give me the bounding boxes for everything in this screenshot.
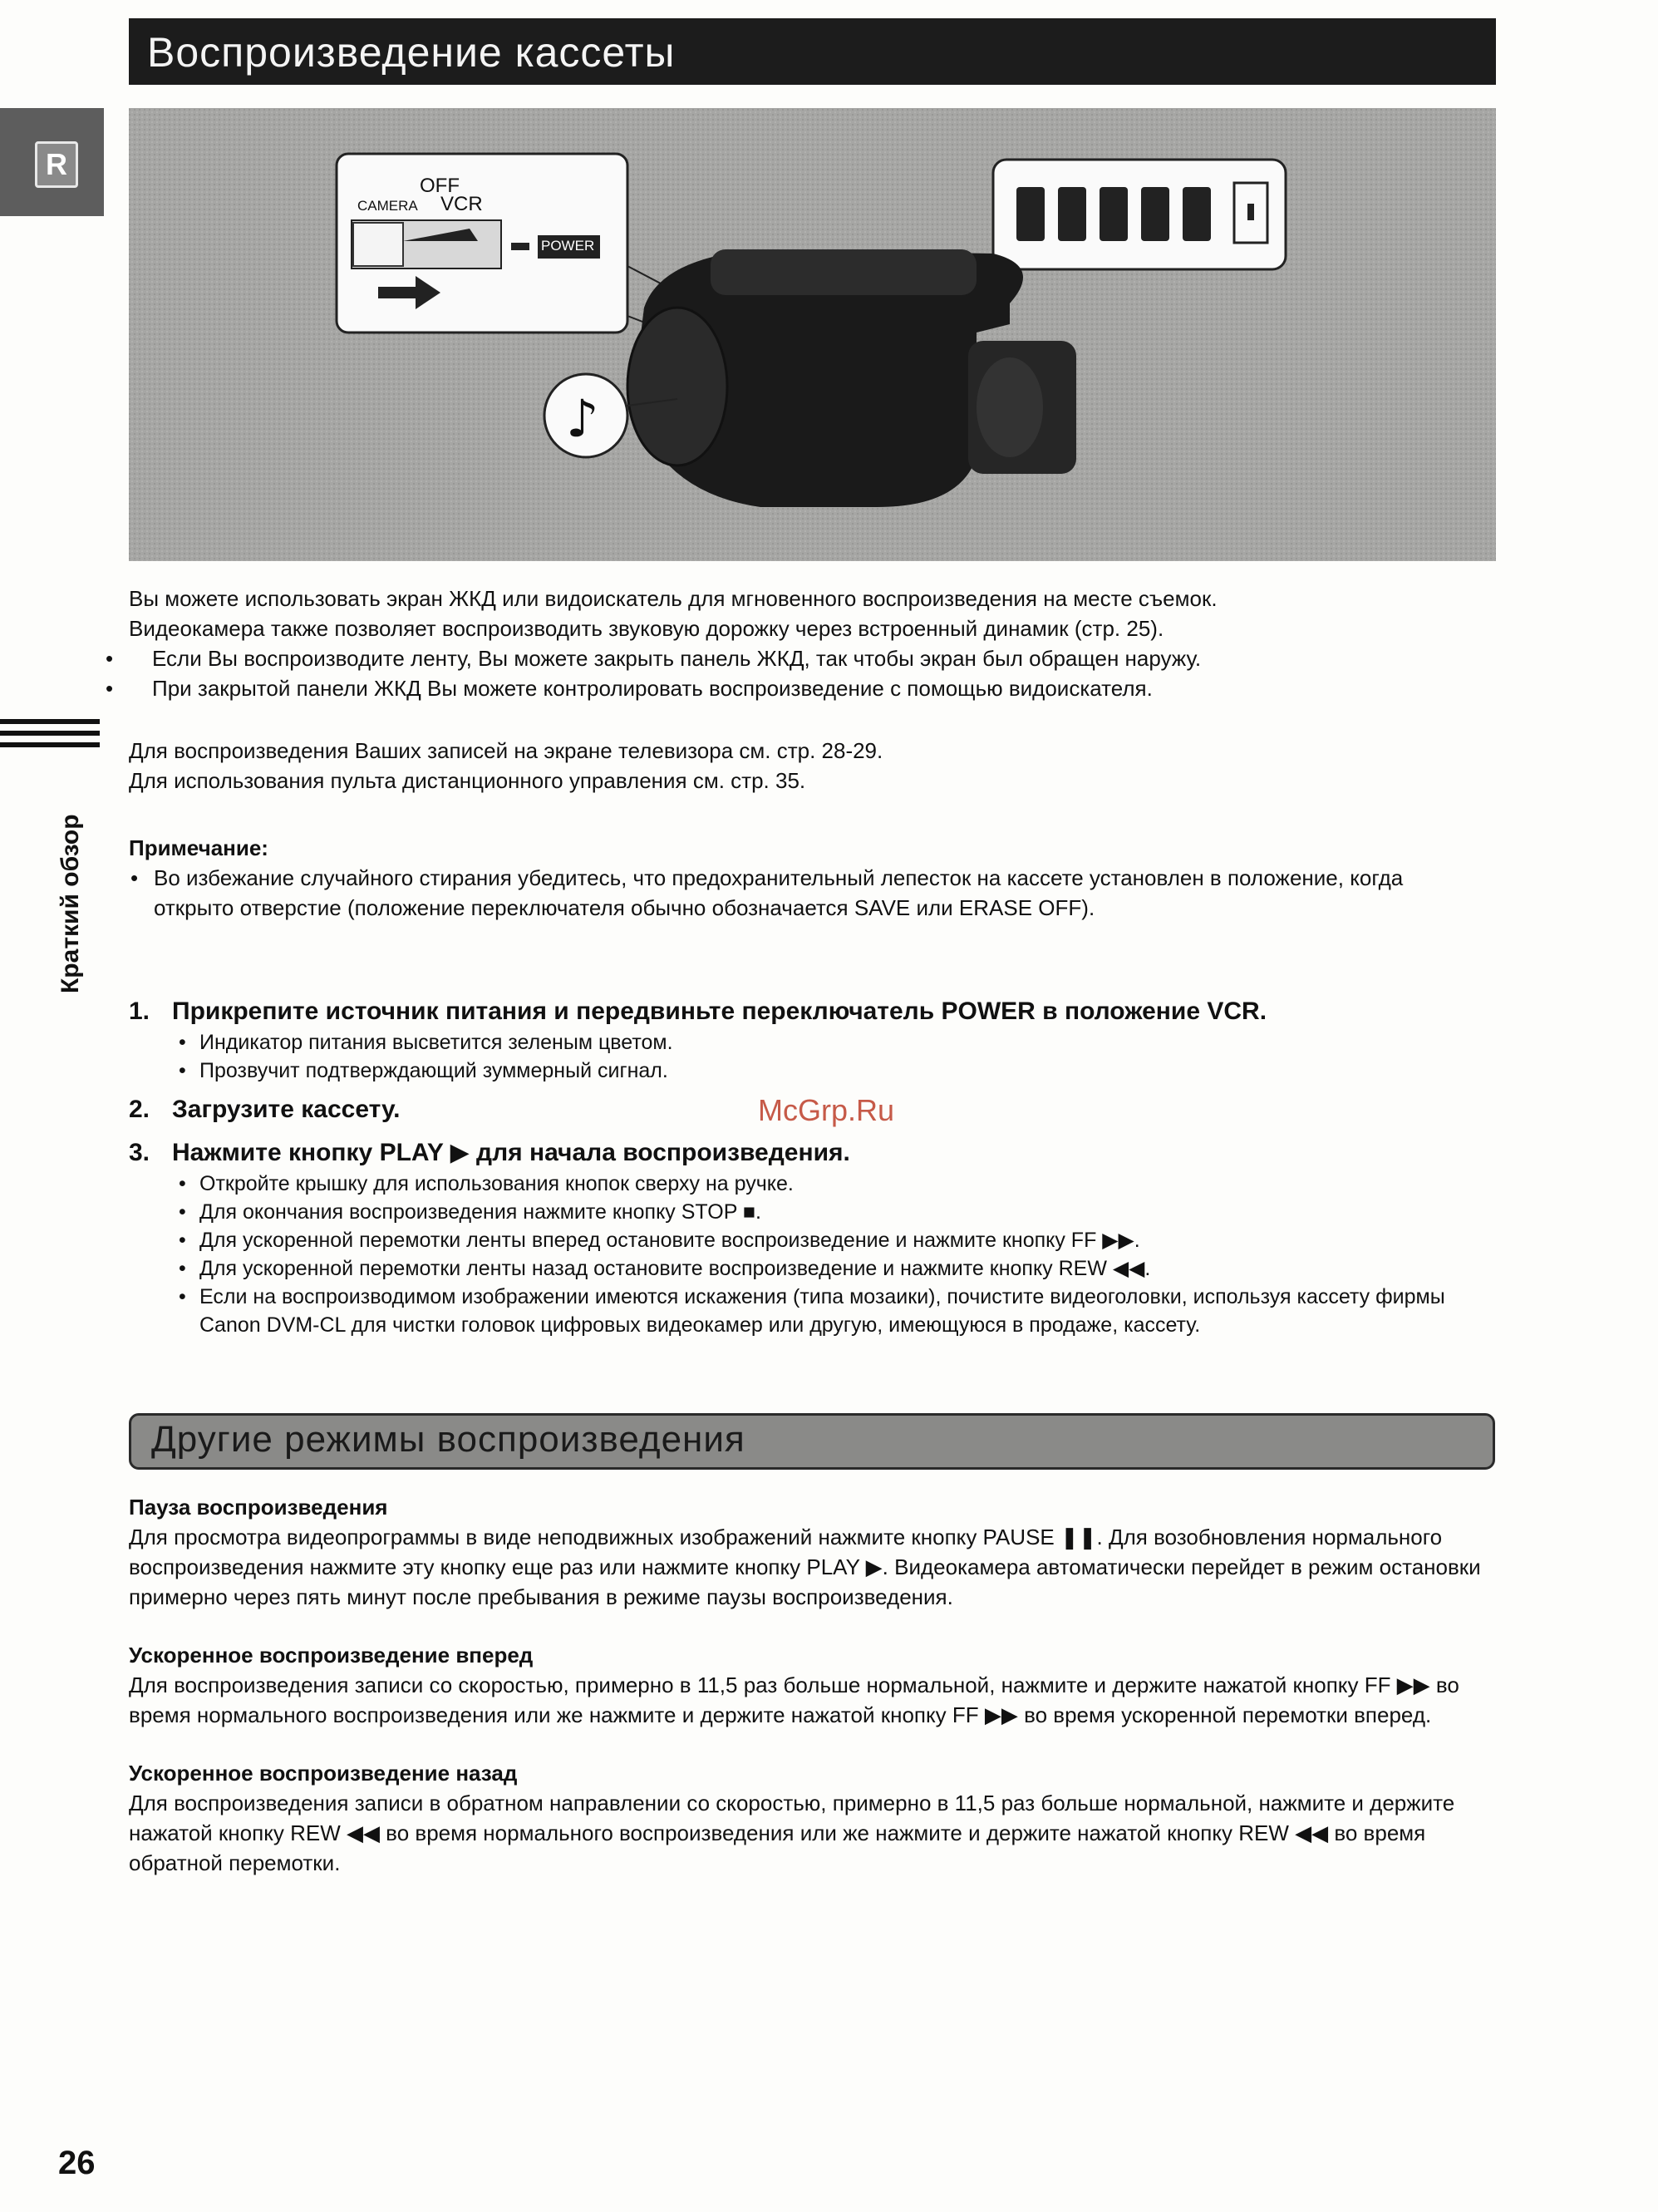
intro-bullet: • Если Вы воспроизводите ленту, Вы можете закрыть панель ЖКД, так чтобы экран был обращен наружу. [129,643,1500,673]
intro-bullet: • При закрытой панели ЖКД Вы можете контролировать воспроизведение с помощью видоискателя. [129,673,1500,703]
side-rules [0,719,100,754]
section-2-header [129,1413,1495,1470]
ff-text: Для воспроизведения записи со скоростью, примерно в 11,5 раз больше нормальной, нажмите и держите нажатой кнопку FF ▶▶ во время нормального воспроизведения или же нажмите и держите нажатой кнопку FF ▶▶ во время ускоренной перемотки вперед. [129,1673,1459,1727]
section-side-label: Краткий обзор [57,814,84,993]
camcorder-illustration [129,108,1496,561]
rew-heading: Ускоренное воспроизведение назад [129,1761,518,1786]
intro-paragraph [129,584,1500,703]
switch-vcr-label: VCR [440,193,483,215]
step-2: 2. Загрузите кассету. [129,1096,401,1123]
note-bullet: • Во избежание случайного стирания убедитесь, что предохранительный лепесток на кассете установлен в положение, когда открыто отверстие (положение переключателя обычно обозначается SAVE или ERASE OFF). [130,865,1404,920]
ff-block [129,1640,1492,1730]
page-title: Воспроизведение кассеты [147,29,676,76]
step-3-bullet: Для ускоренной перемотки ленты назад остановите воспроизведение и нажмите кнопку REW ◀◀. [199,1257,1151,1280]
note [129,833,1459,923]
pause-text: Для просмотра видеопрограммы в виде неподвижных изображений нажмите кнопку PAUSE ❚❚. Для возобновления нормального воспроизведения нажмите эту кнопку еще раз или нажмите кнопку PLAY ▶. Видеокамера автоматически перейдет в режим остановки примерно через пять минут после пребывания в режиме паузы воспроизведения. [129,1525,1481,1609]
language-tab [0,108,104,216]
step-3-bullet: Для ускоренной перемотки ленты вперед остановите воспроизведение и нажмите кнопку FF ▶▶. [199,1229,1140,1252]
page-number: 26 [58,2145,96,2181]
power-label: POWER [541,238,595,254]
steps-list [129,995,1500,1339]
switch-camera-label: CAMERA [357,198,418,214]
svg-text:♪: ♪ [566,388,599,449]
ref-remote: Для использования пульта дистанционного управления см. стр. 35. [129,768,806,793]
pause-heading: Пауза воспроизведения [129,1495,388,1520]
rew-block [129,1758,1492,1878]
page-title-bar [129,18,1496,85]
note-heading: Примечание: [129,835,268,860]
switch-off-label: OFF [420,175,460,197]
intro-line-1: Вы можете использовать экран ЖКД или видоискатель для мгновенного воспроизведения на месте съемок. [129,586,1218,611]
ff-heading: Ускоренное воспроизведение вперед [129,1643,534,1668]
step-3-bullet: Если на воспроизводимом изображении имеются искажения (типа мозаики), почистите видеоголовки, используя кассету фирмы Canon DVM-CL для чистки головок цифровых видеокамер или другую, имеющуюся в продаже, кассету. [199,1285,1445,1337]
pause-block [129,1492,1492,1612]
step-1-bullet: Индикатор питания высветится зеленым цветом. [199,1031,673,1054]
camcorder-drawing [129,108,1496,561]
section-2-content [129,1492,1492,1878]
step-1: 1. Прикрепите источник питания и передвиньте переключатель POWER в положение VCR. • Индикатор питания высветится зеленым цветом. • Прозвучит подтверждающий зуммерный сигнал. [129,998,1267,1082]
step-1-bullet: Прозвучит подтверждающий зуммерный сигнал. [199,1059,668,1082]
section-2-title: Другие режимы воспроизведения [151,1419,745,1460]
references [129,736,1500,796]
rew-text: Для воспроизведения записи в обратном направлении со скоростью, примерно в 11,5 раз больше нормальной, нажмите и держите нажатой кнопку REW ◀◀ во время нормального воспроизведения или же нажмите и держите нажатой кнопку REW ◀◀ во время обратной перемотки. [129,1791,1455,1875]
step-3: 3. Нажмите кнопку PLAY ▶ для начала воспроизведения. • Откройте крышку для использования кнопок сверху на ручке. • Для окончания воспроизведения нажмите кнопку STOP ■. • Для ускоренной перемотки ленты вперед остановите воспроизведение и нажмите кнопку FF ▶▶. • Для ускоренной перемотки ленты назад остановите воспроизведение и нажмите кнопку REW ◀◀. • Если на воспроизводимом изображении имеются искажения (типа мозаики), почистите видеоголовки, используя кассету фирмы Canon DVM-CL для чистки головок цифровых видеокамер или другую, имеющуюся в продаже, кассету. [129,1139,1445,1337]
step-3-bullet: Для окончания воспроизведения нажмите кнопку STOP ■. [199,1200,761,1224]
step-3-bullet: Откройте крышку для использования кнопок сверху на ручке. [199,1172,794,1195]
camcorder-body [627,249,1076,507]
ref-tv: Для воспроизведения Ваших записей на экране телевизора см. стр. 28-29. [129,738,883,763]
watermark: McGrp.Ru [758,1093,895,1127]
intro-line-2: Видеокамера также позволяет воспроизводить звуковую дорожку через встроенный динамик (стр. 25). [129,616,1164,641]
language-code: R [35,141,78,188]
